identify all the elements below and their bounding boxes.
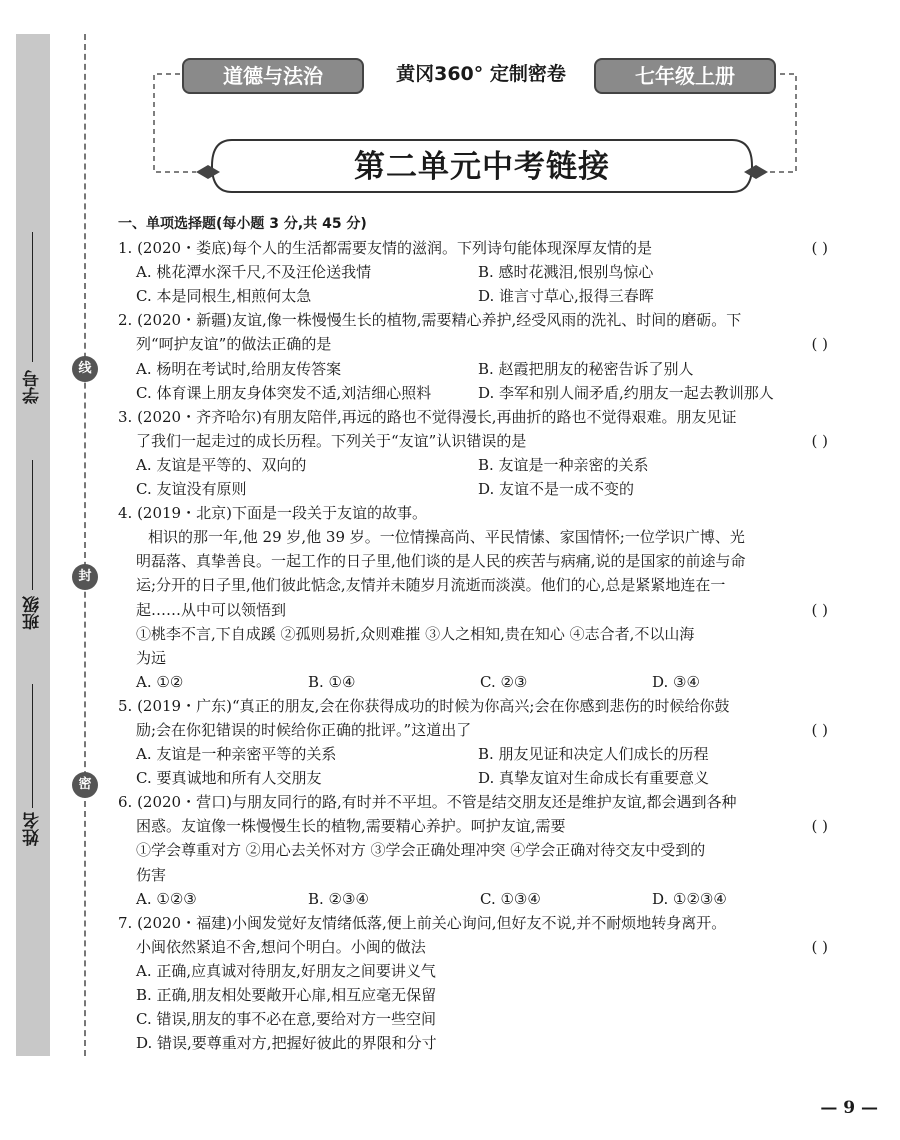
class-blank-line	[32, 460, 33, 590]
class-label: 班级	[23, 596, 43, 630]
question-statements: ①桃李不言,下自成蹊 ②孤则易折,众则难摧 ③人之相知,贵在知心 ④志合者,不以山海	[136, 624, 695, 643]
answer-bracket[interactable]: ( )	[811, 720, 828, 739]
question-stem: 7. (2020・福建)小闽发觉好友情绪低落,便上前关心询问,但好友不说,并不耐烦地转身离开。	[118, 913, 727, 932]
answer-bracket[interactable]: ( )	[811, 431, 828, 450]
option-b[interactable]: B. ①④	[308, 672, 356, 691]
question-passage: 相识的那一年,他 29 岁,他 39 岁。一位情操高尚、平民情愫、家国情怀;一位学识广博、光	[148, 528, 745, 547]
options-row	[118, 670, 834, 694]
class-field	[16, 596, 50, 630]
question-stem: 励;会在你犯错误的时候给你正确的批评。”这道出了 ( )	[118, 718, 834, 742]
name-field	[16, 812, 50, 846]
option-c[interactable]: C. ①③④	[480, 889, 541, 908]
student-id-field	[16, 370, 50, 404]
options-row	[118, 284, 834, 308]
option-a[interactable]: A. ①②	[136, 672, 184, 691]
subject-badge: 道德与法治	[182, 58, 364, 94]
question-stem: 1. (2020・娄底)每个人的生活都需要友情的滋润。下列诗句能体现深厚友情的是 ( )	[118, 236, 834, 260]
option-a[interactable]: A. 杨明在考试时,给朋友传答案	[136, 359, 342, 378]
page-title: 第二单元中考链接	[354, 149, 610, 185]
brand-title: 黄冈360° 定制密卷	[396, 63, 566, 85]
options-row	[118, 260, 834, 284]
option-a[interactable]: A. 正确,应真诚对待朋友,好朋友之间要讲义气	[136, 961, 436, 980]
option-a[interactable]: A. 友谊是一种亲密平等的关系	[136, 745, 337, 764]
question-stem: 困惑。友谊像一株慢慢生长的植物,需要精心养护。呵护友谊,需要 ( )	[118, 814, 834, 838]
student-id-blank-line	[32, 232, 33, 362]
answer-bracket[interactable]: ( )	[811, 335, 828, 354]
seal-line-marker: 线	[72, 356, 98, 382]
page-number: — 9 —	[820, 1098, 878, 1118]
answer-bracket[interactable]: ( )	[811, 817, 828, 836]
question-stem: 列“呵护友谊”的做法正确的是 ( )	[118, 332, 834, 356]
question-stem: 4. (2019・北京)下面是一段关于友谊的故事。	[118, 504, 427, 523]
option-d[interactable]: D. 李军和别人闹矛盾,约朋友一起去教训那人	[478, 383, 774, 402]
name-blank-line	[32, 684, 33, 808]
question-stem: 3. (2020・齐齐哈尔)有朋友陪伴,再远的路也不觉得漫长,再曲折的路也不觉得艰难。朋友见证	[118, 407, 737, 426]
student-id-label: 学号	[23, 370, 43, 404]
options-row	[118, 453, 834, 477]
section-heading: 一、单项选择题(每小题 3 分,共 45 分)	[118, 216, 367, 232]
options-row	[118, 742, 834, 766]
question-statements: 为远	[136, 648, 167, 667]
question-statements: ①学会尊重对方 ②用心去关怀对方 ③学会正确处理冲突 ④学会正确对待交友中受到的	[136, 841, 706, 860]
question-content	[118, 212, 834, 1055]
option-a[interactable]: A. 桃花潭水深千尺,不及汪伦送我情	[136, 263, 372, 282]
options-row	[118, 887, 834, 911]
options-row	[118, 357, 834, 381]
option-b[interactable]: B. 友谊是一种亲密的关系	[478, 455, 649, 474]
question-stem: 2. (2020・新疆)友谊,像一株慢慢生长的植物,需要精心养护,经受风雨的洗礼、时间的磨砺。下	[118, 311, 742, 330]
option-d[interactable]: D. 谁言寸草心,报得三春晖	[478, 287, 654, 306]
question-passage: 起……从中可以领悟到 ( )	[118, 598, 834, 622]
options-row	[118, 477, 834, 501]
answer-bracket[interactable]: ( )	[811, 600, 828, 619]
option-d[interactable]: D. ①②③④	[652, 889, 727, 908]
option-c[interactable]: C. 本是同根生,相煎何太急	[136, 287, 312, 306]
question-stem: 5. (2019・广东)“真正的朋友,会在你获得成功的时候为你高兴;会在你感到悲伤的时候给你鼓	[118, 696, 730, 715]
options-row	[118, 766, 834, 790]
question-statements: 伤害	[136, 865, 167, 884]
option-d[interactable]: D. 友谊不是一成不变的	[478, 480, 635, 499]
option-b[interactable]: B. 赵霞把朋友的秘密告诉了别人	[478, 359, 694, 378]
option-c[interactable]: C. 错误,朋友的事不必在意,要给对方一些空间	[136, 1010, 437, 1029]
option-c[interactable]: C. ②③	[480, 672, 528, 691]
options-row	[118, 381, 834, 405]
seal-dense-marker: 密	[72, 772, 98, 798]
question-stem: 小闽依然紧追不舍,想问个明白。小闽的做法 ( )	[118, 935, 834, 959]
option-b[interactable]: B. ②③④	[308, 889, 369, 908]
answer-bracket[interactable]: ( )	[811, 937, 828, 956]
option-c[interactable]: C. 体育课上朋友身体突发不适,刘洁细心照料	[136, 383, 432, 402]
option-d[interactable]: D. ③④	[652, 672, 700, 691]
answer-bracket[interactable]: ( )	[811, 239, 828, 258]
option-c[interactable]: C. 友谊没有原则	[136, 480, 247, 499]
option-c[interactable]: C. 要真诚地和所有人交朋友	[136, 769, 322, 788]
option-b[interactable]: B. 正确,朋友相处要敞开心扉,相互应毫无保留	[136, 986, 437, 1004]
question-stem: 了我们一起走过的成长历程。下列关于“友谊”认识错误的是 ( )	[118, 429, 834, 453]
option-d[interactable]: D. 真挚友谊对生命成长有重要意义	[478, 769, 710, 788]
header-frame	[0, 0, 900, 230]
option-d[interactable]: D. 错误,要尊重对方,把握好彼此的界限和分寸	[136, 1034, 437, 1053]
option-b[interactable]: B. 朋友见证和决定人们成长的历程	[478, 745, 709, 764]
question-passage: 运;分开的日子里,他们彼此惦念,友情并未随岁月流逝而淡漠。他们的心,总是紧紧地连在一	[136, 576, 726, 595]
question-stem: 6. (2020・营口)与朋友同行的路,有时并不平坦。不管是结交朋友还是维护友谊,都会遇到各种	[118, 793, 737, 812]
grade-badge: 七年级上册	[594, 58, 776, 94]
name-label: 姓名	[23, 812, 43, 846]
seal-seal-marker: 封	[72, 564, 98, 590]
option-b[interactable]: B. 感时花溅泪,恨别鸟惊心	[478, 263, 654, 282]
option-a[interactable]: A. ①②③	[136, 889, 197, 908]
option-a[interactable]: A. 友谊是平等的、双向的	[136, 455, 307, 474]
question-passage: 明磊落、真挚善良。一起工作的日子里,他们谈的是人民的疾苦与病痛,说的是国家的前途与命	[136, 552, 746, 571]
